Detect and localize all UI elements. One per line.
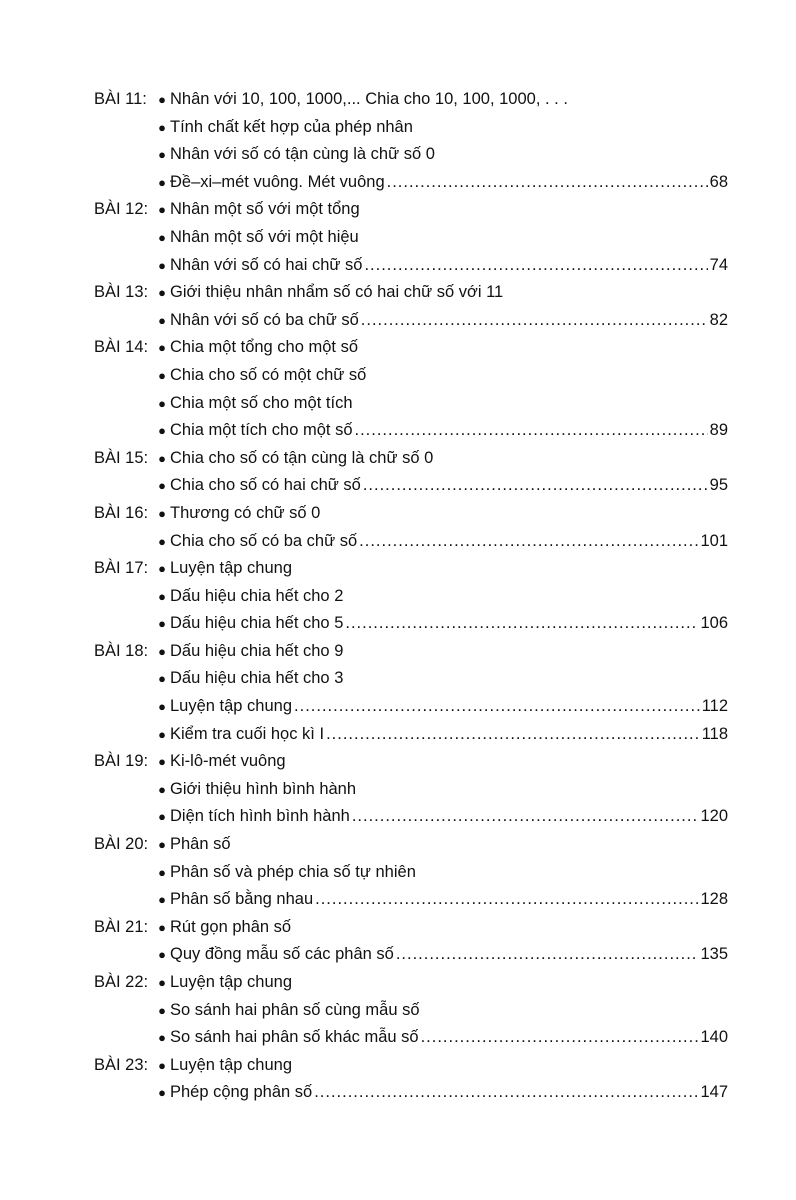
bullet-icon: ● <box>158 423 166 439</box>
toc-item-title: Luyện tập chung <box>170 1055 293 1074</box>
dot-leader <box>345 610 698 638</box>
lesson-items <box>154 638 728 748</box>
dot-leader <box>326 721 700 749</box>
lesson-entry <box>94 500 728 555</box>
toc-item-title: Dấu hiệu chia hết cho 5 <box>170 614 344 633</box>
lesson-items <box>154 334 728 444</box>
lesson-entry <box>94 831 728 914</box>
lesson-label: BÀI 21: <box>94 917 149 936</box>
bullet-icon: ● <box>158 395 166 411</box>
bullet-icon: ● <box>158 312 166 328</box>
bullet-icon: ● <box>158 450 166 466</box>
lesson-items <box>154 86 728 196</box>
bullet-icon: ● <box>158 1002 166 1018</box>
toc-item-title: Nhân với 10, 100, 1000,... Chia cho 10, 100, 1000, . . . <box>170 90 568 108</box>
lesson-entry <box>94 445 728 500</box>
toc-item-title: Ki-lô-mét vuông <box>170 752 286 771</box>
page-number: 135 <box>700 945 728 964</box>
lesson-label: BÀI 23: <box>94 1055 149 1074</box>
toc-item <box>154 141 728 169</box>
bullet-icon: ● <box>158 892 166 908</box>
lesson-items <box>154 1052 728 1107</box>
toc-item <box>154 500 728 528</box>
dot-leader <box>359 528 698 556</box>
toc-item <box>154 196 728 224</box>
toc-item-title: Dấu hiệu chia hết cho 3 <box>170 669 344 688</box>
lesson-items <box>154 196 728 279</box>
toc-item-title: Luyện tập chung <box>170 559 293 578</box>
page-number: 106 <box>700 614 728 633</box>
lesson-items <box>154 914 728 969</box>
lesson-items <box>154 555 728 638</box>
toc-item-title: Dấu hiệu chia hết cho 9 <box>170 641 344 660</box>
lesson-label: BÀI 12: <box>94 200 149 219</box>
toc-item <box>154 665 728 693</box>
bullet-icon: ● <box>158 588 166 604</box>
lesson-label: BÀI 16: <box>94 503 149 522</box>
toc-item-title: So sánh hai phân số khác mẫu số <box>170 1028 419 1047</box>
bullet-icon: ● <box>158 340 166 356</box>
bullet-icon: ● <box>158 229 166 245</box>
toc-item-title: Phép cộng phân số <box>170 1083 313 1102</box>
lesson-items <box>154 279 728 334</box>
page-number: 95 <box>709 476 728 495</box>
toc-item-title: Phân số bằng nhau <box>170 890 314 909</box>
lesson-entry <box>94 279 728 334</box>
page-number: 68 <box>709 172 728 191</box>
lesson-items <box>154 969 728 1052</box>
toc-item-title: Quy đồng mẫu số các phân số <box>170 945 394 964</box>
lesson-label: BÀI 13: <box>94 283 149 302</box>
page-number: 140 <box>700 1028 728 1047</box>
toc-item-title: Luyện tập chung <box>170 973 293 991</box>
lesson-label: BÀI 22: <box>94 973 149 991</box>
page-number: 128 <box>700 890 728 909</box>
toc-item <box>154 748 728 776</box>
bullet-icon: ● <box>158 1030 166 1046</box>
lesson-entry <box>94 196 728 279</box>
bullet-icon: ● <box>158 781 166 797</box>
toc-item-title: Phân số và phép chia số tự nhiên <box>170 862 416 881</box>
toc-item-title: Phân số <box>170 835 231 854</box>
toc-item-title: Chia một tổng cho một số <box>170 338 359 357</box>
bullet-icon: ● <box>158 202 166 218</box>
bullet-icon: ● <box>158 174 166 190</box>
lesson-entry <box>94 1052 728 1107</box>
toc-item <box>154 831 728 859</box>
bullet-icon: ● <box>158 561 166 577</box>
toc-item-title: Dấu hiệu chia hết cho 2 <box>170 586 344 605</box>
toc-item <box>154 307 728 335</box>
toc-item <box>154 279 728 307</box>
page-number: 147 <box>700 1083 728 1102</box>
toc-item <box>154 693 728 721</box>
page-number: 118 <box>701 724 728 743</box>
toc-item <box>154 776 728 804</box>
bullet-icon: ● <box>158 754 166 770</box>
page-number: 120 <box>700 807 728 826</box>
toc-item-title: Chia cho số có ba chữ số <box>170 531 358 550</box>
toc-item-title: Nhân với số có ba chữ số <box>170 310 359 329</box>
toc-item <box>154 1052 728 1080</box>
bullet-icon: ● <box>158 147 166 163</box>
lesson-label: BÀI 14: <box>94 338 149 357</box>
toc-item <box>154 941 728 969</box>
lesson-entry <box>94 748 728 831</box>
dot-leader <box>355 417 708 445</box>
toc-item-title: Chia cho số có hai chữ số <box>170 476 361 495</box>
dot-leader <box>421 1024 699 1052</box>
bullet-icon: ● <box>158 975 166 990</box>
bullet-icon: ● <box>158 699 166 715</box>
toc-item-title: Luyện tập chung <box>170 697 293 716</box>
toc-item-title: Chia một số cho một tích <box>170 393 353 412</box>
toc-item <box>154 224 728 252</box>
dot-leader <box>314 1079 698 1107</box>
toc-item-title: Nhân một số với một hiệu <box>170 227 359 246</box>
bullet-icon: ● <box>158 1057 166 1073</box>
toc-item-title: Nhân một số với một tổng <box>170 200 360 219</box>
bullet-icon: ● <box>158 643 166 659</box>
bullet-icon: ● <box>158 809 166 825</box>
lesson-items <box>154 500 728 555</box>
dot-leader <box>315 886 698 914</box>
toc-item <box>154 1079 728 1107</box>
lesson-label: BÀI 17: <box>94 559 149 578</box>
page-number: 112 <box>701 697 728 716</box>
lesson-entry <box>94 334 728 444</box>
dot-leader <box>352 803 699 831</box>
toc-item <box>154 555 728 583</box>
toc-item-title: Nhân với số có tận cùng là chữ số 0 <box>170 145 435 164</box>
bullet-icon: ● <box>158 919 166 935</box>
toc-item <box>154 859 728 887</box>
bullet-icon: ● <box>158 1085 166 1101</box>
toc-item <box>154 252 728 280</box>
toc-item-title: Chia cho số có tận cùng là chữ số 0 <box>170 448 434 467</box>
toc-item <box>154 1024 728 1052</box>
bullet-icon: ● <box>158 837 166 853</box>
toc-item-title: Kiểm tra cuối học kì I <box>170 724 325 743</box>
bullet-icon: ● <box>158 285 166 301</box>
toc-item <box>154 969 728 997</box>
toc-item <box>154 803 728 831</box>
toc-item <box>154 610 728 638</box>
toc-item <box>154 417 728 445</box>
lesson-entry <box>94 555 728 638</box>
page-number: 101 <box>700 531 728 550</box>
toc-item-title: Chia một tích cho một số <box>170 421 353 440</box>
toc-item <box>154 528 728 556</box>
toc-item <box>154 638 728 666</box>
lesson-label: BÀI 20: <box>94 835 149 854</box>
lesson-entry <box>94 969 728 1052</box>
lesson-label: BÀI 11: <box>94 90 147 108</box>
toc-item <box>154 334 728 362</box>
bullet-icon: ● <box>158 478 166 494</box>
bullet-icon: ● <box>158 257 166 273</box>
table-of-contents <box>94 86 728 1107</box>
toc-item <box>154 86 728 114</box>
toc-item-title: Thương có chữ số 0 <box>170 503 321 522</box>
page-number: 74 <box>709 255 728 274</box>
bullet-icon: ● <box>158 367 166 383</box>
toc-item <box>154 114 728 142</box>
toc-item <box>154 997 728 1025</box>
lesson-entry <box>94 86 728 196</box>
toc-item <box>154 583 728 611</box>
toc-item <box>154 390 728 418</box>
bullet-icon: ● <box>158 505 166 521</box>
lesson-items <box>154 831 728 914</box>
bullet-icon: ● <box>158 533 166 549</box>
dot-leader <box>396 941 699 969</box>
dot-leader <box>364 252 707 280</box>
dot-leader <box>387 169 708 197</box>
lesson-label: BÀI 15: <box>94 448 149 467</box>
toc-item-title: Nhân với số có hai chữ số <box>170 255 363 274</box>
toc-item <box>154 169 728 197</box>
toc-item-title: Diện tích hình bình hành <box>170 807 350 826</box>
lesson-label: BÀI 19: <box>94 752 149 771</box>
lesson-items <box>154 445 728 500</box>
bullet-icon: ● <box>158 671 166 687</box>
dot-leader <box>294 693 700 721</box>
lesson-label: BÀI 18: <box>94 641 149 660</box>
bullet-icon: ● <box>158 947 166 963</box>
toc-item-title: Chia cho số có một chữ số <box>170 365 367 384</box>
lesson-items <box>154 748 728 831</box>
bullet-icon: ● <box>158 119 166 135</box>
toc-item-title: Rút gọn phân số <box>170 917 292 936</box>
bullet-icon: ● <box>158 726 166 742</box>
bullet-icon: ● <box>158 616 166 632</box>
toc-item-title: Tính chất kết hợp của phép nhân <box>170 117 413 136</box>
toc-item <box>154 914 728 942</box>
toc-item-title: Giới thiệu nhân nhẩm số có hai chữ số với 11 <box>170 283 504 302</box>
page-number: 82 <box>709 310 728 329</box>
toc-item-title: So sánh hai phân số cùng mẫu số <box>170 1000 420 1019</box>
toc-item <box>154 362 728 390</box>
page-number: 89 <box>709 421 728 440</box>
bullet-icon: ● <box>158 92 166 107</box>
toc-item <box>154 472 728 500</box>
dot-leader <box>363 472 708 500</box>
toc-item <box>154 721 728 749</box>
toc-item <box>154 886 728 914</box>
toc-item-title: Đề–xi–mét vuông. Mét vuông <box>170 172 385 191</box>
toc-item <box>154 445 728 473</box>
dot-leader <box>361 307 708 335</box>
bullet-icon: ● <box>158 864 166 880</box>
lesson-entry <box>94 914 728 969</box>
toc-item-title: Giới thiệu hình bình hành <box>170 779 357 798</box>
lesson-entry <box>94 638 728 748</box>
